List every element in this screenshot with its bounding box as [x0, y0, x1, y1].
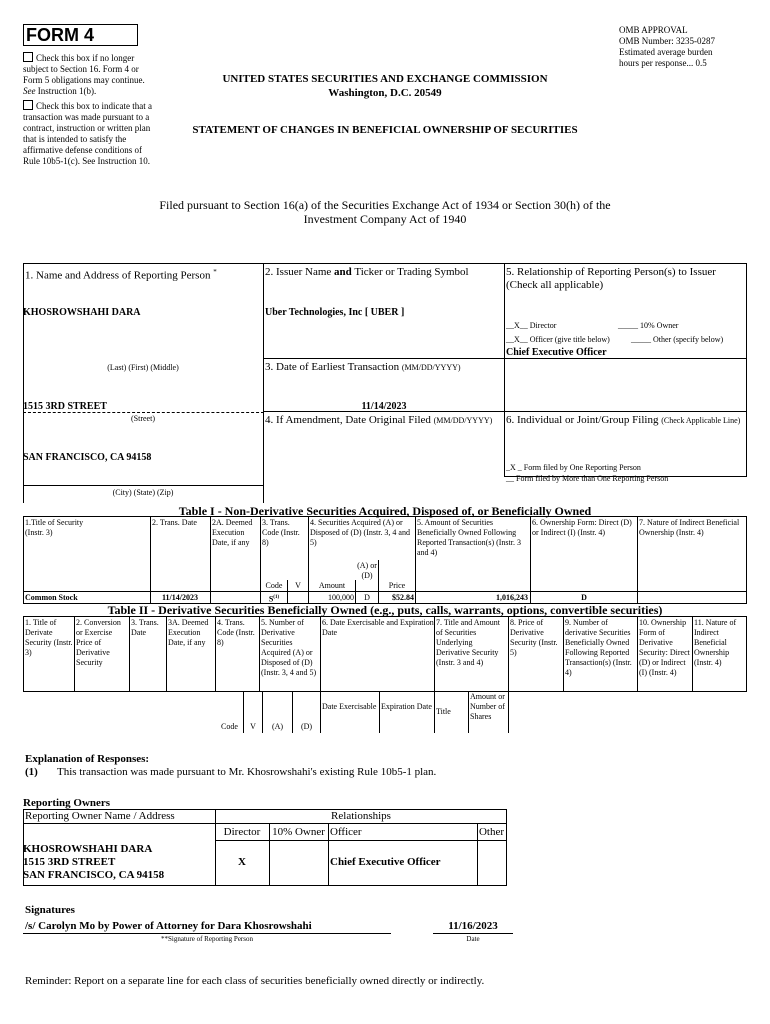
owner-name-address: KHOSROWSHAHI DARA 1515 3RD STREET SAN FRANCISCO, CA 94158: [23, 843, 165, 881]
more-person-line: __ Form filed by More than One Reporting Person: [506, 474, 669, 483]
t1-amount: 100,000: [328, 593, 354, 602]
t2-col-form: 10. Ownership Form of Derivative Security: Direct (D) or Indirect (I) (Instr. 4): [639, 618, 690, 677]
owners-col-officer: Officer: [330, 826, 362, 838]
footnote-number: (1): [25, 766, 38, 778]
checkbox-icon[interactable]: [23, 100, 33, 110]
t2-col-number: 5. Number of Derivative Securities Acquired (A) or Disposed of (D) (Instr. 3, 4 and 5): [261, 618, 317, 677]
owners-heading: Reporting Owners: [23, 797, 111, 809]
checkbox-10b5-1: Check this box to indicate that a transaction was made pursuant to a contract, instruction or written plan that is intended to satisfy the affirmative defense conditions of Rule 10b5-1(c). See Instruction 10.: [23, 101, 152, 166]
owners-col-director: Director: [223, 826, 261, 838]
checkbox-no-longer-subject: Check this box if no longer subject to Section 16. Form 4 or Form 5 obligations may continue. See Instruction 1(b).: [23, 53, 145, 96]
t2-col-price: 8. Price of Derivative Security (Instr. 5): [510, 618, 558, 657]
t1-sub-price: Price: [388, 581, 406, 590]
name-parts-label: (Last) (First) (Middle): [107, 363, 179, 372]
t2-sub-code: Code: [221, 722, 238, 731]
t2-col-owned: 9. Number of derivative Securities Beneficially Owned Following Reported Transaction(s) (Instr. 4): [565, 618, 632, 677]
t2-col-date: 3. Trans. Date: [131, 618, 159, 637]
signature-value: /s/ Carolyn Mo by Power of Attorney for Dara Khosrowshahi: [25, 920, 312, 932]
t1-sub-amount: Amount: [318, 581, 346, 590]
t1-sub-code: Code: [265, 581, 283, 590]
statement-title: STATEMENT OF CHANGES IN BENEFICIAL OWNERSHIP OF SECURITIES: [192, 124, 578, 136]
issuer-name: Uber Technologies, Inc [ UBER ]: [265, 307, 405, 318]
t1-sub-aord: (A) or (D): [357, 561, 377, 580]
officer-title: Chief Executive Officer: [506, 347, 607, 358]
owners-col-name: Reporting Owner Name / Address: [25, 810, 175, 822]
owners-col-relationships: Relationships: [331, 810, 391, 822]
filed-pursuant: Filed pursuant to Section 16(a) of the Securities Exchange Act of 1934 or Section 30(h) of the Investment Company Act of 1940: [159, 198, 611, 226]
box6-label: 6. Individual or Joint/Group Filing (Check Applicable Line): [506, 414, 741, 426]
table2-title: Table II - Derivative Securities Beneficially Owned (e.g., puts, calls, warrants, options, convertible securities): [107, 603, 663, 617]
t2-sub-d: (D): [300, 722, 313, 731]
t1-sub-v: V: [295, 581, 301, 590]
reporting-person-name: KHOSROWSHAHI DARA: [23, 307, 141, 318]
t2-sub-exp: Expiration Date: [381, 702, 432, 711]
t2-col-conversion: 2. Conversion or Exercise Price of Derivative Security: [76, 618, 121, 667]
t1-code: $S^{(1)}$: [268, 594, 280, 604]
box5-label: 5. Relationship of Reporting Person(s) to Issuer (Check all applicable): [506, 266, 716, 291]
t1-security: Common Stock: [25, 593, 78, 602]
t2-sub-title: Title: [436, 707, 451, 716]
t1-col-form: 6. Ownership Form: Direct (D) or Indirect (I) (Instr. 4): [532, 518, 632, 537]
earliest-transaction-date: 11/14/2023: [361, 401, 407, 412]
officer-line: __X__ Officer (give title below): [506, 335, 610, 344]
street-label: (Street): [131, 414, 155, 423]
t2-col-code: 4. Trans. Code (Instr. 8): [217, 618, 255, 647]
t1-price: $52.84: [392, 593, 414, 602]
commission-city: Washington, D.C. 20549: [328, 87, 442, 99]
reminder-text: Reminder: Report on a separate line for each class of securities beneficially owned directly or indirectly.: [25, 975, 485, 987]
signature-date-label: Date: [466, 935, 480, 943]
t2-col-title: 1. Title of Derivate Security (Instr. 3): [25, 618, 73, 657]
street-value: 1515 3RD STREET: [23, 401, 107, 412]
t1-col-deemed: 2A. Deemed Execution Date, if any: [212, 518, 253, 547]
t1-form: D: [581, 593, 587, 602]
t2-sub-v: V: [250, 722, 256, 731]
owner-director: X: [238, 856, 246, 868]
commission-name: UNITED STATES SECURITIES AND EXCHANGE COMMISSION: [222, 73, 548, 85]
city-value: SAN FRANCISCO, CA 94158: [23, 452, 152, 463]
box2-label: 2. Issuer Name and Ticker or Trading Symbol: [265, 266, 469, 278]
t2-col-exercisable: 6. Date Exercisable and Expiration Date: [322, 618, 434, 637]
t2-sub-date-ex: Date Exercisable: [322, 702, 377, 711]
t1-col-owned: 5. Amount of Securities Beneficially Owned Following Reported Transaction(s) (Instr. 3 and 4): [417, 518, 521, 557]
t1-owned: 1,016,243: [496, 593, 528, 602]
box4-label: 4. If Amendment, Date Original Filed (MM/DD/YYYY): [265, 414, 493, 426]
omb-approval: OMB APPROVAL OMB Number: 3235-0287 Estimated average burden hours per response... 0.5: [619, 25, 715, 68]
t2-sub-a: (A): [271, 722, 284, 731]
owners-col-other: Other: [478, 826, 505, 838]
t2-sub-amount: Amount or Number of Shares: [470, 692, 505, 721]
one-person-line: _X _ Form filed by One Reporting Person: [506, 463, 641, 472]
t1-aord: D: [364, 593, 370, 602]
t2-col-nature: 11. Nature of Indirect Beneficial Ownership (Instr. 4): [694, 618, 737, 667]
owner-officer: Chief Executive Officer: [330, 856, 441, 868]
other-line: _____ Other (specify below): [631, 335, 724, 344]
t1-col-title: 1.Title of Security (Instr. 3): [25, 518, 84, 537]
signature-label: **Signature of Reporting Person: [161, 935, 253, 943]
t2-col-underlying: 7. Title and Amount of Securities Underlying Derivative Security (Instr. 3 and 4): [436, 618, 501, 667]
t2-col-deemed: 3A. Deemed Execution Date, if any: [168, 618, 209, 647]
box1-label: 1. Name and Address of Reporting Person *: [25, 268, 217, 282]
explanation-heading: Explanation of Responses:: [25, 753, 150, 765]
box3-label: 3. Date of Earliest Transaction (MM/DD/YYYY): [265, 361, 461, 373]
checkbox-icon[interactable]: [23, 52, 33, 62]
owners-col-ten: 10% Owner: [272, 826, 325, 838]
signatures-heading: Signatures: [25, 904, 75, 916]
signature-date: 11/16/2023: [448, 920, 498, 932]
t1-col-code: 3. Trans. Code (Instr. 8): [262, 518, 300, 547]
t1-col-acquired: 4. Securities Acquired (A) or Disposed of (D) (Instr. 3, 4 and 5): [310, 518, 410, 547]
footnote-text: This transaction was made pursuant to Mr. Khosrowshahi's existing Rule 10b5-1 plan.: [57, 766, 437, 778]
ten-percent-line: _____ 10% Owner: [618, 321, 679, 330]
city-label: (City) (State) (Zip): [112, 488, 174, 497]
t1-col-date: 2. Trans. Date: [152, 518, 197, 527]
director-line: __X__ Director: [506, 321, 557, 330]
t1-col-nature: 7. Nature of Indirect Beneficial Ownership (Instr. 4): [639, 518, 740, 537]
t1-date: 11/14/2023: [161, 593, 198, 602]
table1-title: Table I - Non-Derivative Securities Acquired, Disposed of, or Beneficially Owned: [178, 504, 592, 518]
form-title: FORM 4: [26, 25, 95, 45]
